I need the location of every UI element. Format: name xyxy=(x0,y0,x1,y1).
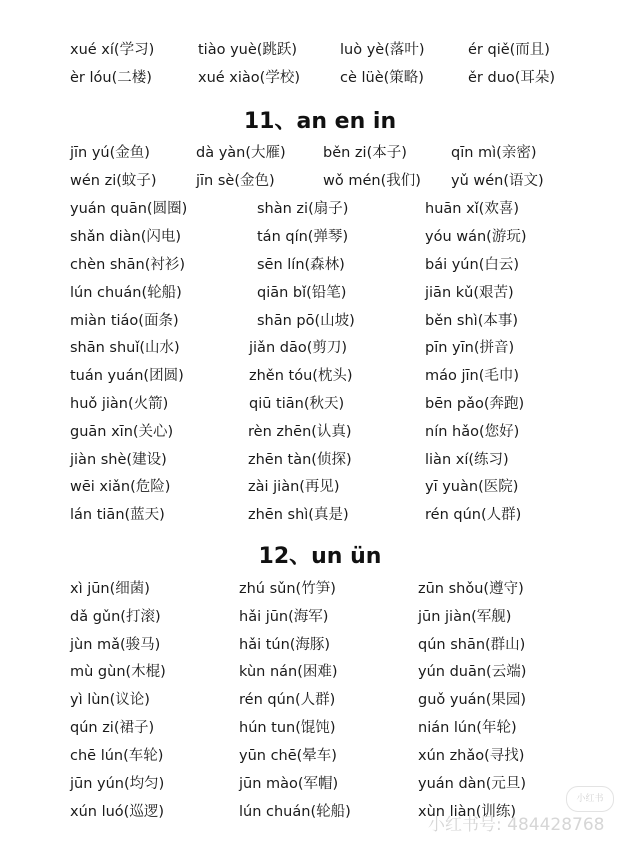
word-entry: xún luó(巡逻) xyxy=(70,804,164,820)
word-entry: ěr duo(耳朵) xyxy=(468,70,556,86)
word-entry: nín hǎo(您好) xyxy=(425,424,520,440)
word-entry: zhěn tóu(枕头) xyxy=(249,368,353,384)
word-row xyxy=(0,253,640,277)
word-row xyxy=(0,66,640,90)
word-entry: jīn yú(金鱼) xyxy=(70,145,150,161)
word-entry: shàn zi(扇子) xyxy=(257,201,349,217)
word-entry: tiào yuè(跳跃) xyxy=(198,42,298,58)
word-entry: hún tun(馄饨) xyxy=(239,720,336,736)
word-entry: hǎi tún(海豚) xyxy=(239,637,331,653)
word-entry: shān shuǐ(山水) xyxy=(70,340,180,356)
word-entry: zhēn shì(真是) xyxy=(248,507,349,523)
word-entry: xué xiào(学校) xyxy=(198,70,300,86)
word-entry: chèn shān(衬衫) xyxy=(70,257,186,273)
word-row xyxy=(0,577,640,601)
word-entry: zài jiàn(再见) xyxy=(248,479,340,495)
word-entry: tán qín(弹琴) xyxy=(257,229,349,245)
word-entry: wén zi(蚊子) xyxy=(70,173,157,189)
word-row xyxy=(0,364,640,388)
word-entry: wēi xiǎn(危险) xyxy=(70,479,171,495)
word-entry: yún duān(云端) xyxy=(418,664,527,680)
word-entry: qiū tiān(秋天) xyxy=(249,396,345,412)
word-entry: chē lún(车轮) xyxy=(70,748,164,764)
word-entry: lán tiān(蓝天) xyxy=(70,507,165,523)
word-row xyxy=(0,336,640,360)
word-entry: tuán yuán(团圆) xyxy=(70,368,184,384)
word-row xyxy=(0,503,640,527)
word-entry: rén qún(人群) xyxy=(425,507,522,523)
word-entry: lún chuán(轮船) xyxy=(70,285,182,301)
word-entry: qún zi(裙子) xyxy=(70,720,155,736)
word-entry: yǔ wén(语文) xyxy=(451,173,544,189)
word-entry: lún chuán(轮船) xyxy=(239,804,351,820)
word-entry: xún zhǎo(寻找) xyxy=(418,748,525,764)
word-entry: běn zi(本子) xyxy=(323,145,407,161)
word-entry: jūn mào(军帽) xyxy=(239,776,339,792)
word-row xyxy=(0,605,640,629)
word-entry: qún shān(群山) xyxy=(418,637,526,653)
word-entry: sēn lín(森林) xyxy=(257,257,345,273)
word-row xyxy=(0,197,640,221)
section-title-12: 12、un ün xyxy=(258,544,382,569)
word-entry: shān pō(山坡) xyxy=(257,313,355,329)
word-row xyxy=(0,660,640,684)
word-entry: yī yuàn(医院) xyxy=(425,479,519,495)
word-row xyxy=(0,309,640,333)
word-entry: yóu wán(游玩) xyxy=(425,229,527,245)
word-row xyxy=(0,633,640,657)
word-entry: jiǎn dāo(剪刀) xyxy=(249,340,348,356)
word-entry: xué xí(学习) xyxy=(70,42,155,58)
word-row xyxy=(0,448,640,472)
word-entry: huān xǐ(欢喜) xyxy=(425,201,519,217)
word-row xyxy=(0,688,640,712)
word-entry: bái yún(白云) xyxy=(425,257,520,273)
word-entry: qiān bǐ(铅笔) xyxy=(257,285,347,301)
word-entry: jùn mǎ(骏马) xyxy=(70,637,161,653)
word-entry: xùn liàn(训练) xyxy=(418,804,517,820)
word-entry: yuán quān(圆圈) xyxy=(70,201,188,217)
word-entry: luò yè(落叶) xyxy=(340,42,425,58)
word-entry: nián lún(年轮) xyxy=(418,720,517,736)
word-row xyxy=(0,38,640,62)
word-entry: jiān kǔ(艰苦) xyxy=(425,285,514,301)
word-entry: guān xīn(关心) xyxy=(70,424,174,440)
word-entry: wǒ mén(我们) xyxy=(323,173,421,189)
watermark-badge: 小红书 xyxy=(566,786,614,812)
watermark-text: 小红书号: 484428768 xyxy=(428,815,605,835)
word-entry: miàn tiáo(面条) xyxy=(70,313,179,329)
word-entry: èr lóu(二楼) xyxy=(70,70,152,86)
word-entry: yūn chē(晕车) xyxy=(239,748,337,764)
word-entry: huǒ jiàn(火箭) xyxy=(70,396,169,412)
word-entry: máo jīn(毛巾) xyxy=(425,368,520,384)
word-entry: bēn pǎo(奔跑) xyxy=(425,396,525,412)
word-entry: guǒ yuán(果园) xyxy=(418,692,527,708)
word-entry: jūn jiàn(军舰) xyxy=(418,609,512,625)
word-entry: jīn sè(金色) xyxy=(196,173,275,189)
word-row xyxy=(0,392,640,416)
word-row xyxy=(0,716,640,740)
word-entry: rén qún(人群) xyxy=(239,692,336,708)
word-entry: zhú sǔn(竹笋) xyxy=(239,581,336,597)
word-row xyxy=(0,169,640,193)
word-entry: dà yàn(大雁) xyxy=(196,145,286,161)
word-row xyxy=(0,420,640,444)
word-entry: ér qiě(而且) xyxy=(468,42,550,58)
word-entry: jūn yún(均匀) xyxy=(70,776,165,792)
word-entry: dǎ gǔn(打滚) xyxy=(70,609,161,625)
word-row xyxy=(0,744,640,768)
word-entry: jiàn shè(建设) xyxy=(70,452,167,468)
word-entry: xì jūn(细菌) xyxy=(70,581,150,597)
word-entry: zhēn tàn(侦探) xyxy=(248,452,352,468)
word-entry: liàn xí(练习) xyxy=(425,452,509,468)
word-entry: yuán dàn(元旦) xyxy=(418,776,527,792)
word-entry: mù gùn(木棍) xyxy=(70,664,166,680)
word-row xyxy=(0,141,640,165)
word-entry: shǎn diàn(闪电) xyxy=(70,229,182,245)
word-entry: qīn mì(亲密) xyxy=(451,145,537,161)
word-row xyxy=(0,475,640,499)
word-entry: rèn zhēn(认真) xyxy=(248,424,352,440)
section-title-11: 11、an en in xyxy=(243,109,397,134)
word-entry: kùn nán(困难) xyxy=(239,664,338,680)
word-row xyxy=(0,281,640,305)
word-entry: zūn shǒu(遵守) xyxy=(418,581,524,597)
word-entry: běn shì(本事) xyxy=(425,313,519,329)
word-entry: pīn yīn(拼音) xyxy=(425,340,515,356)
word-row xyxy=(0,772,640,796)
word-row xyxy=(0,225,640,249)
word-entry: hǎi jūn(海军) xyxy=(239,609,329,625)
word-entry: cè lüè(策略) xyxy=(340,70,424,86)
word-entry: yì lùn(议论) xyxy=(70,692,150,708)
